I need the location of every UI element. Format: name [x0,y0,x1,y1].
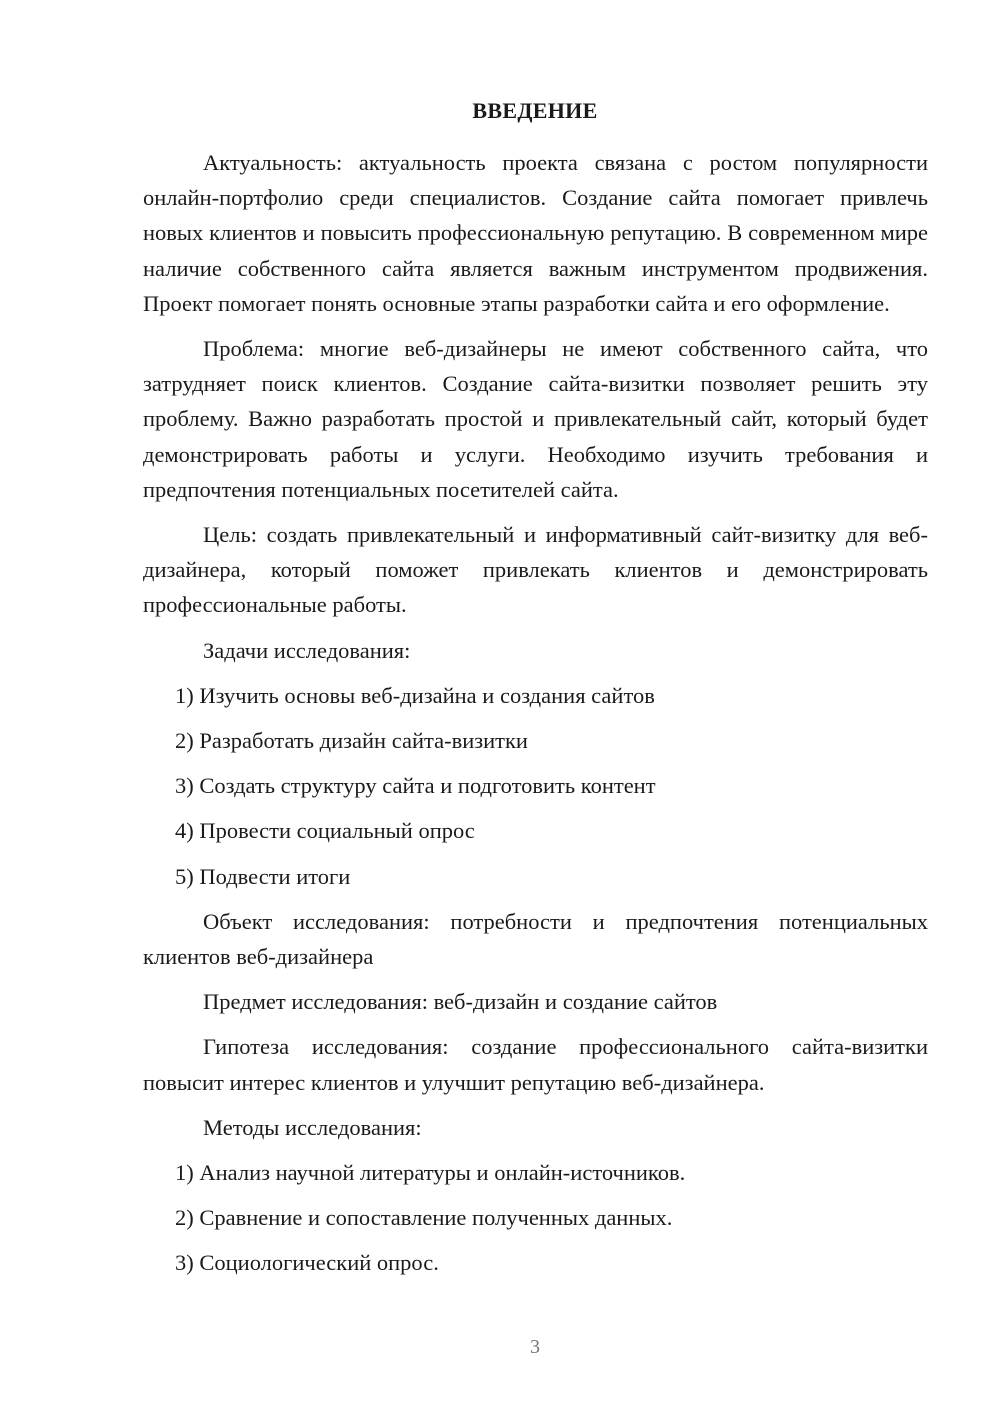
method-item: 3) Социологический опрос. [175,1250,439,1276]
hypothesis-paragraph: Гипотеза исследования: создание профессионального сайта-визитки повысит интерес клиентов и улучшит репутацию веб-дизайнера. [143,1034,928,1095]
page-number: 3 [530,1336,540,1358]
method-item: 2) Сравнение и сопоставление полученных данных. [175,1205,673,1231]
subject-paragraph: Предмет исследования: веб-дизайн и создание сайтов [203,989,718,1015]
section-heading: ВВЕДЕНИЕ [472,98,598,123]
method-item: 1) Анализ научной литературы и онлайн-источников. [175,1160,686,1186]
methods-title: Методы исследования: [203,1114,422,1140]
task-item: 2) Разработать дизайн сайта-визитки [175,728,528,754]
task-item: 1) Изучить основы веб-дизайна и создания сайтов [175,682,655,708]
tasks-title: Задачи исследования: [203,637,411,663]
relevance-paragraph: Актуальность: актуальность проекта связана с ростом популярности онлайн-портфолио среди специалистов. Создание сайта помогает привлечь новых клиентов и повысить профессиональную репутацию. В современном мире наличие собственного сайта является важным инструментом продвижения. Проект помогает понять основные этапы разработки сайта и его оформление. [143,150,928,316]
object-paragraph: Объект исследования: потребности и предпочтения потенциальных клиентов веб-дизайнера [143,908,928,970]
task-item: 4) Провести социальный опрос [175,818,475,844]
task-item: 3) Создать структуру сайта и подготовить контент [175,773,656,799]
problem-paragraph: Проблема: многие веб-дизайнеры не имеют собственного сайта, что затрудняет поиск клиентов. Создание сайта-визитки позволяет решить эту проблему. Важно разработать простой и привлекательный сайт, который будет демонстрировать работы и услуги. Необходимо изучить требования и предпочтения потенциальных посетителей сайта. [143,336,928,502]
goal-paragraph: Цель: создать привлекательный и информативный сайт-визитку для веб-дизайнера, который поможет привлекать клиентов и демонстрировать профессиональные работы. [143,522,928,618]
task-item: 5) Подвести итоги [175,863,351,889]
body-text [143,145,928,1281]
